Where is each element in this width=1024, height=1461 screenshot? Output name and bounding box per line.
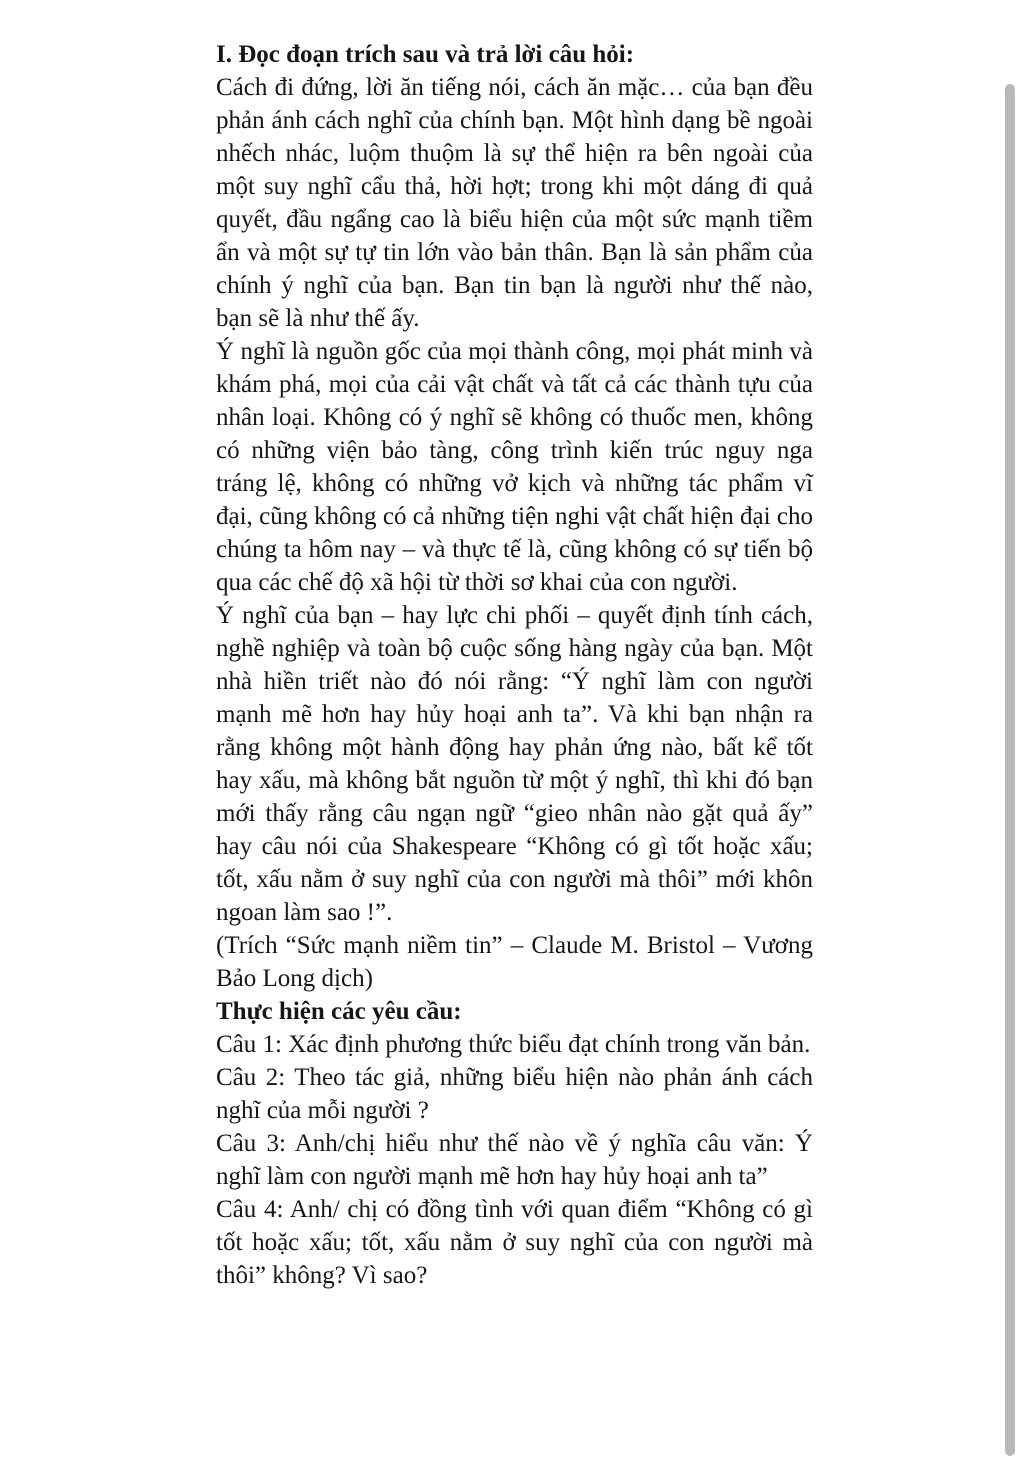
document-body bbox=[216, 38, 813, 1292]
question-2: Câu 2: Theo tác giả, những biểu hiện nào phản ánh cách nghĩ của mỗi người ? bbox=[216, 1064, 813, 1124]
passage-paragraph-2: Ý nghĩ là nguồn gốc của mọi thành công, mọi phát minh và khám phá, mọi của cải vật chất và tất cả các thành tựu của nhân loại. Không có ý nghĩ sẽ không có thuốc men, không có những viện bảo tàng, công trình kiến trúc nguy nga tráng lệ, không có những vở kịch và những tác phẩm vĩ đại, cũng không có cả những tiện nghi vật chất hiện đại cho chúng ta hôm nay – và thực tế là, cũng không có sự tiến bộ qua các chế độ xã hội từ thời sơ khai của con người. bbox=[216, 338, 813, 596]
question-4: Câu 4: Anh/ chị có đồng tình với quan điểm “Không có gì tốt hoặc xấu; tốt, xấu nằm ở suy nghĩ của con người mà thôi” không? Vì sao? bbox=[216, 1196, 813, 1289]
passage-paragraph-1: Cách đi đứng, lời ăn tiếng nói, cách ăn mặc… của bạn đều phản ánh cách nghĩ của chính bạn. Một hình dạng bề ngoài nhếch nhác, luộm thuộm là sự thể hiện ra bên ngoài của một suy nghĩ cẩu thả, hời hợt; trong khi một dáng đi quả quyết, đầu ngẩng cao là biểu hiện của một sức mạnh tiềm ẩn và một sự tự tin lớn vào bản thân. Bạn là sản phẩm của chính ý nghĩ của bạn. Bạn tin bạn là người như thế nào, bạn sẽ là như thế ấy. bbox=[216, 74, 813, 332]
vertical-scrollbar[interactable] bbox=[1005, 84, 1015, 1456]
section-heading: I. Đọc đoạn trích sau và trả lời câu hỏi: bbox=[216, 41, 635, 68]
passage-paragraph-3: Ý nghĩ của bạn – hay lực chi phối – quyết định tính cách, nghề nghiệp và toàn bộ cuộc sống hàng ngày của bạn. Một nhà hiền triết nào đó nói rằng: “Ý nghĩ làm con người mạnh mẽ hơn hay hủy hoại anh ta”. Và khi bạn nhận ra rằng không một hành động hay phản ứng nào, bất kể tốt hay xấu, mà không bắt nguồn từ một ý nghĩ, thì khi đó bạn mới thấy rằng câu ngạn ngữ “gieo nhân nào gặt quả ấy” hay câu nói của Shakespeare “Không có gì tốt hoặc xấu; tốt, xấu nằm ở suy nghĩ của con người mà thôi” mới khôn ngoan làm sao !”. bbox=[216, 602, 813, 926]
tasks-heading: Thực hiện các yêu cầu: bbox=[216, 998, 462, 1025]
question-3: Câu 3: Anh/chị hiểu như thế nào về ý nghĩa câu văn: Ý nghĩ làm con người mạnh mẽ hơn hay hủy hoại anh ta” bbox=[216, 1130, 813, 1190]
question-1: Câu 1: Xác định phương thức biểu đạt chính trong văn bản. bbox=[216, 1031, 811, 1058]
citation: (Trích “Sức mạnh niềm tin” – Claude M. Bristol – Vương Bảo Long dịch) bbox=[216, 932, 813, 992]
